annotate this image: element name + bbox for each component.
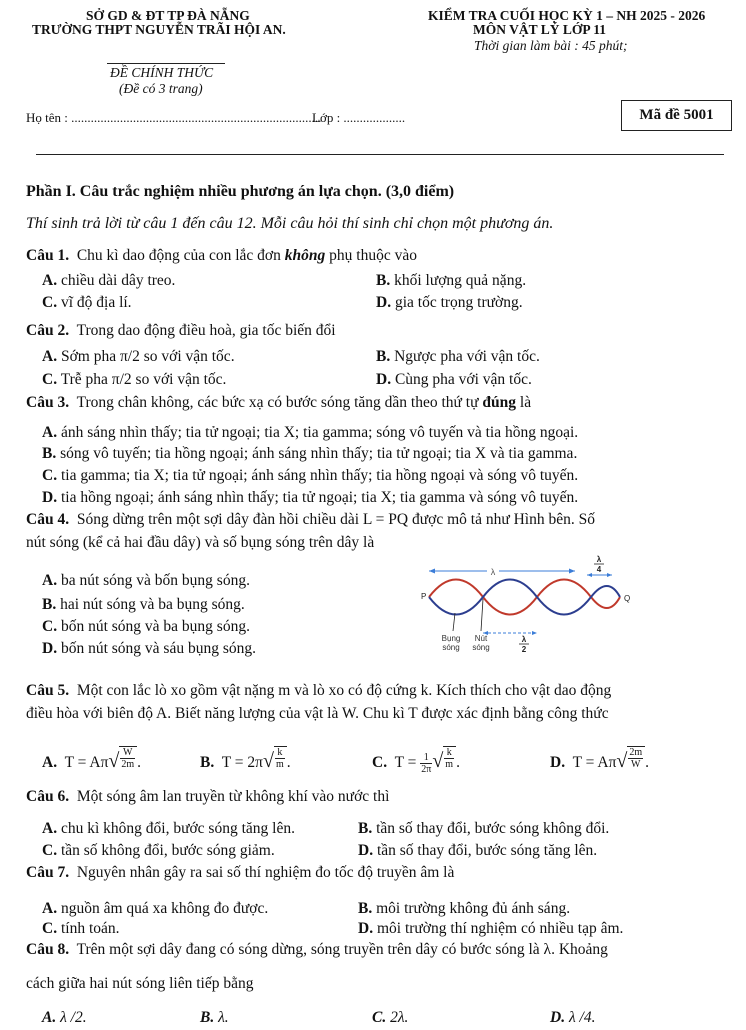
q5-number: Câu 5. [26, 682, 70, 699]
q5-b-end: . [286, 753, 291, 771]
quarter-arrowhead-right [607, 573, 612, 577]
page-count: (Đề có 3 trang) [119, 81, 203, 96]
q1-number: Câu 1. [26, 247, 70, 264]
q6-d-text: tần số thay đổi, bước sóng tăng lên. [376, 842, 598, 859]
q5-c-end: . [456, 753, 460, 771]
official-label: ĐỀ CHÍNH THỨC [110, 65, 214, 80]
arrowhead-left [429, 569, 435, 574]
option-letter: D. [358, 842, 374, 859]
q7-a-text: nguồn âm quá xa không đo được. [60, 900, 269, 917]
q5-d-end: . [645, 753, 650, 771]
q5-d-num: 2m [629, 747, 643, 758]
q6-option-a[interactable] [42, 820, 295, 838]
node-pointer [481, 599, 483, 631]
q6-stem [26, 788, 389, 806]
option-letter: A. [42, 348, 58, 365]
option-letter: D. [550, 753, 566, 771]
q5-b-den: m [275, 759, 284, 770]
q5-c-fraction [444, 747, 454, 770]
part1-title: Phần I. Câu trắc nghiệm nhiều phương án lựa chọn. (3,0 điểm) [26, 183, 455, 200]
q1-a-text: chiều dài dây treo. [60, 272, 176, 289]
q2-c-text: Trễ pha π/2 so với vận tốc. [60, 371, 227, 388]
q8-a-text: λ /2. [60, 1009, 87, 1026]
q5-c-num: k [444, 747, 454, 759]
q5-a-prefix: T = Aπ [64, 753, 109, 771]
header-divider [36, 154, 724, 155]
q5-a-num: W [120, 747, 135, 759]
q5-c-outer-den: 2π [421, 763, 432, 775]
class-field: Lớp : ................... [312, 110, 406, 125]
q1-c-text: vĩ độ địa lí. [60, 294, 132, 311]
q3-a-text: ánh sáng nhìn thấy; tia tử ngoại; tia X; tia gamma; sóng vô tuyến và tia hồng ngoại. [60, 424, 579, 441]
q2-stem-text: Trong dao động điều hoà, gia tốc biến đổi [76, 322, 336, 339]
half-lambda-num: λ [521, 635, 527, 644]
quarter-lambda-num: λ [596, 555, 602, 564]
q5-option-d[interactable] [550, 746, 649, 773]
q4-option-c[interactable] [42, 618, 250, 636]
q2-option-b[interactable] [376, 348, 540, 366]
q5-d-den: W [631, 759, 641, 770]
option-letter: B. [42, 445, 57, 462]
option-letter: C. [42, 467, 58, 484]
q5-b-fraction [275, 747, 285, 770]
q7-option-a[interactable] [42, 900, 268, 918]
q2-b-text: Ngược pha với vận tốc. [394, 348, 540, 365]
q8-b-text: λ. [218, 1009, 229, 1026]
antinode-label-2: sóng [442, 643, 460, 652]
q5-c-den: m [445, 759, 454, 770]
q6-stem-text: Một sóng âm lan truyền từ không khí vào nước thì [76, 788, 390, 805]
q5-c-outer-num: 1 [420, 752, 432, 764]
option-letter: D. [376, 294, 392, 311]
q7-option-c[interactable] [42, 920, 120, 938]
q4-stem-line1 [26, 511, 595, 529]
option-letter: A. [42, 572, 58, 589]
q7-option-b[interactable] [358, 900, 570, 918]
q5-c-radicand [443, 746, 456, 770]
half-lambda-den: 2 [521, 645, 527, 654]
q6-option-d[interactable] [358, 842, 597, 860]
q5-d-prefix: T = Aπ [572, 753, 617, 771]
q3-option-b[interactable] [42, 445, 577, 463]
q4-a-text: ba nút sóng và bốn bụng sóng. [60, 572, 250, 589]
q3-d-text: tia hồng ngoại; ánh sáng nhìn thấy; tia tử ngoại; tia X; tia gamma và sóng vô tuyến. [60, 489, 579, 506]
option-letter: A. [42, 753, 58, 771]
q2-d-text: Cùng pha với vận tốc. [394, 371, 532, 388]
option-letter: A. [42, 1009, 57, 1026]
option-letter: B. [200, 753, 215, 771]
option-letter: C. [372, 1009, 387, 1026]
standing-wave-figure [415, 553, 645, 658]
q5-option-b[interactable] [200, 746, 291, 773]
q2-option-c[interactable] [42, 371, 226, 389]
q5-a-fraction [120, 747, 135, 770]
q5-b-prefix: T = 2π [221, 753, 263, 771]
q5-b-num: k [275, 747, 285, 759]
q5-option-a[interactable] [42, 746, 141, 773]
q1-d-text: gia tốc trọng trường. [394, 294, 523, 311]
q7-stem-text: Nguyên nhân gây ra sai số thí nghiệm đo tốc độ truyền âm là [76, 864, 455, 881]
q6-c-text: tần số không đổi, bước sóng giảm. [60, 842, 275, 859]
q8-option-b[interactable] [200, 1009, 229, 1027]
q3-c-text: tia gamma; tia X; tia tử ngoại; ánh sáng nhìn thấy; tia hồng ngoại và sóng vô tuyến. [60, 467, 579, 484]
sqrt-sign: √ [262, 749, 274, 772]
q1-option-c[interactable] [42, 294, 132, 312]
q8-stem-text-1: Trên một sợi dây đang có sóng dừng, sóng truyền trên dây có bước sóng là λ. Khoảng [76, 941, 608, 958]
option-letter: B. [376, 348, 391, 365]
q1-stem-a: Chu kì dao động của con lắc đơn [76, 247, 285, 264]
q5-d-fraction [628, 747, 643, 770]
q5-a-end: . [137, 753, 142, 771]
option-letter: C. [42, 920, 58, 937]
q8-stem-line2: cách giữa hai nút sóng liên tiếp bằng [26, 975, 254, 992]
option-letter: A. [42, 820, 58, 837]
department-name: SỞ GD & ĐT TP ĐÀ NẴNG [86, 8, 250, 23]
q1-b-text: khối lượng quả nặng. [394, 272, 527, 289]
q8-option-d[interactable] [550, 1009, 595, 1027]
option-letter: A. [42, 900, 58, 917]
antinode-label-1: Bụng [441, 634, 461, 643]
q3-option-a[interactable] [42, 424, 578, 442]
q2-a-text: Sớm pha π/2 so với vận tốc. [60, 348, 235, 365]
antinode-pointer [453, 613, 455, 631]
q4-b-text: hai nút sóng và ba bụng sóng. [60, 596, 245, 613]
q2-option-d[interactable] [376, 371, 532, 389]
q7-number: Câu 7. [26, 864, 70, 881]
option-letter: D. [376, 371, 392, 388]
exam-title: KIỂM TRA CUỐI HỌC KỲ 1 – NH 2025 - 2026 [428, 8, 706, 23]
q8-stem-line1 [26, 941, 608, 959]
quarter-lambda-den: 4 [596, 565, 602, 574]
q1-stem [26, 247, 417, 265]
option-letter: B. [200, 1009, 215, 1026]
q6-number: Câu 6. [26, 788, 70, 805]
q5-b-radicand [274, 746, 287, 770]
q2-number: Câu 2. [26, 322, 70, 339]
sqrt-sign: √ [616, 749, 628, 772]
q4-stem-text-1: Sóng dừng trên một sợi dây đàn hồi chiều dài L = PQ được mô tả như Hình bên. Số [76, 511, 595, 528]
q5-stem-line1 [26, 682, 611, 700]
q4-number: Câu 4. [26, 511, 70, 528]
student-name-field: Họ tên : ............................................................................. [26, 110, 322, 125]
q3-option-d[interactable] [42, 489, 578, 507]
sqrt-sign: √ [108, 749, 120, 772]
q8-d-text: λ /4. [568, 1009, 596, 1026]
q5-a-radicand [119, 746, 137, 770]
school-name: TRƯỜNG THPT NGUYỄN TRÃI HỘI AN. [32, 22, 286, 37]
q5-a-den: 2m [121, 759, 135, 770]
q1-option-b[interactable] [376, 272, 526, 290]
q5-option-c[interactable] [372, 746, 460, 775]
q5-d-radicand [627, 746, 645, 770]
q6-a-text: chu kì không đổi, bước sóng tăng lên. [60, 820, 295, 837]
q4-stem-line2: nút sóng (kể cả hai đầu dây) và số bụng sóng trên dây là [26, 534, 375, 551]
option-letter: C. [372, 753, 388, 771]
q8-c-text: 2λ. [390, 1009, 409, 1026]
q7-stem [26, 864, 454, 882]
option-letter: A. [42, 272, 58, 289]
option-letter: C. [42, 618, 58, 635]
q2-stem [26, 322, 336, 340]
option-letter: D. [358, 920, 374, 937]
part1-instruction: Thí sinh trả lời từ câu 1 đến câu 12. Mỗi câu hỏi thí sinh chỉ chọn một phương án. [26, 215, 554, 232]
q3-b-text: sóng vô tuyến; tia hồng ngoại; ánh sáng nhìn thấy; tia tử ngoại; tia X và tia gamma. [60, 445, 578, 462]
option-letter: B. [376, 272, 391, 289]
option-letter: B. [42, 596, 57, 613]
q1-stem-b: phụ thuộc vào [325, 247, 417, 264]
q7-option-d[interactable] [358, 920, 623, 938]
q1-emphasis: không [284, 247, 326, 264]
option-letter: D. [550, 1009, 566, 1026]
q6-b-text: tần số thay đổi, bước sóng không đổi. [376, 820, 610, 837]
q6-option-c[interactable] [42, 842, 275, 860]
q8-number: Câu 8. [26, 941, 70, 958]
q4-d-text: bốn nút sóng và sáu bụng sóng. [60, 640, 256, 657]
q4-option-a[interactable] [42, 572, 250, 590]
q3-option-c[interactable] [42, 467, 578, 485]
q4-c-text: bốn nút sóng và ba bụng sóng. [60, 618, 250, 635]
q5-c-prefix: T = [394, 753, 417, 771]
half-arrowhead-right [532, 631, 537, 635]
end-q-label: Q [624, 594, 631, 603]
end-p-label: P [421, 592, 427, 601]
sqrt-sign: √ [432, 749, 444, 772]
q5-c-outer-fraction [420, 752, 432, 775]
q5-stem-text-1: Một con lắc lò xo gồm vật nặng m và lò xo có độ cứng k. Kích thích cho vật dao động [76, 682, 612, 699]
q7-b-text: môi trường không đủ ánh sáng. [376, 900, 571, 917]
lambda-label: λ [490, 567, 496, 577]
q7-c-text: tính toán. [60, 920, 120, 937]
q8-option-a[interactable] [42, 1009, 87, 1027]
q6-option-b[interactable] [358, 820, 609, 838]
node-label-1: Nút [474, 634, 488, 643]
q4-option-b[interactable] [42, 596, 245, 614]
option-letter: B. [358, 900, 373, 917]
exam-time: Thời gian làm bài : 45 phút; [474, 38, 628, 53]
official-overline [107, 63, 225, 64]
exam-subject: MÔN VẬT LÝ LỚP 11 [473, 22, 607, 37]
q1-option-a[interactable] [42, 272, 175, 290]
q7-d-text: môi trường thí nghiệm có nhiều tạp âm. [376, 920, 624, 937]
option-letter: C. [42, 294, 58, 311]
q3-stem-b: là [516, 394, 532, 411]
option-letter: D. [42, 640, 58, 657]
q3-number: Câu 3. [26, 394, 70, 411]
option-letter: B. [358, 820, 373, 837]
option-letter: C. [42, 842, 58, 859]
q3-emphasis: đúng [482, 394, 517, 411]
q4-option-d[interactable] [42, 640, 256, 658]
node-label-2: sóng [472, 643, 490, 652]
q3-stem-a: Trong chân không, các bức xạ có bước sóng tăng dần theo thứ tự [76, 394, 483, 411]
arrowhead-right [569, 569, 575, 574]
q2-option-a[interactable] [42, 348, 235, 366]
q1-option-d[interactable] [376, 294, 523, 312]
quarter-arrowhead-left [587, 573, 592, 577]
option-letter: C. [42, 371, 58, 388]
q8-option-c[interactable] [372, 1009, 408, 1027]
q3-stem [26, 394, 531, 412]
exam-code-box: Mã đề 5001 [621, 100, 732, 131]
option-letter: D. [42, 489, 58, 506]
q5-stem-line2: điều hòa với biên độ A. Biết năng lượng của vật là W. Chu kì T được xác định bằng công thức [26, 705, 609, 722]
option-letter: A. [42, 424, 58, 441]
